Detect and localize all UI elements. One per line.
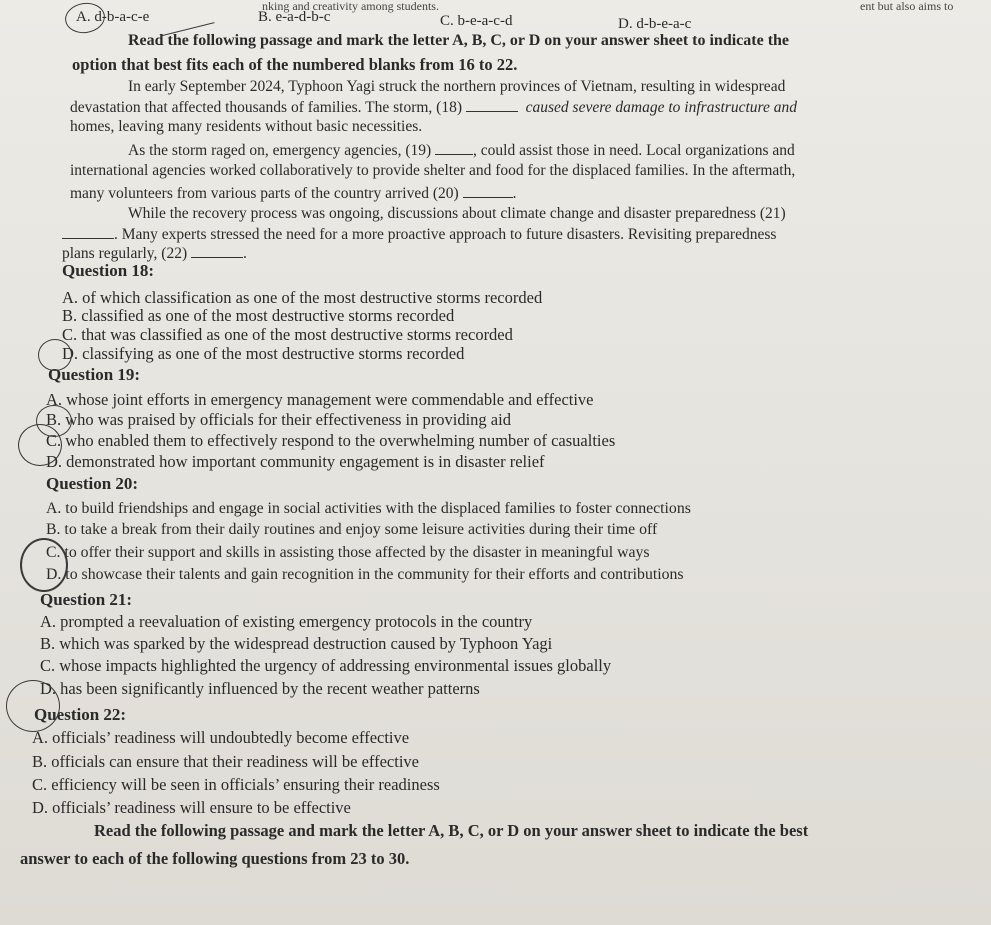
passage-line — [70, 99, 797, 116]
instruction-2-line-1: Read the following passage and mark the letter A, B, C, or D on your answer sheet to indicate the best — [94, 821, 809, 840]
cutoff-text-top-right: ent but also aims to — [860, 0, 954, 13]
pen-mark-circle — [18, 424, 62, 466]
blank-18 — [466, 99, 518, 112]
q22-option-c[interactable]: C. efficiency will be seen in officials’ ensuring their readiness — [32, 775, 440, 794]
question-21-label: Question 21: — [40, 590, 133, 609]
passage-line — [62, 245, 247, 262]
pen-mark-circle — [38, 339, 72, 371]
pen-mark-circle — [63, 0, 107, 35]
pen-mark-circle — [20, 538, 68, 592]
q21-option-c[interactable]: C. whose impacts highlighted the urgency of addressing environmental issues globally — [40, 656, 612, 675]
question-22-label: Question 22: — [34, 705, 127, 724]
passage-text: caused severe damage to infrastructure and — [525, 99, 797, 116]
q20-option-d[interactable]: D. to showcase their talents and gain recognition in the community for their efforts and contributions — [46, 566, 684, 583]
passage-line — [62, 226, 776, 243]
q18-option-d[interactable]: D. classifying as one of the most destructive storms recorded — [62, 344, 465, 363]
q18-option-a[interactable]: A. of which classification as one of the most destructive storms recorded — [62, 288, 543, 307]
passage-text: plans regularly, (22) — [62, 245, 188, 262]
question-19-label: Question 19: — [48, 365, 141, 384]
blank-22 — [191, 245, 243, 258]
q20-option-a[interactable]: A. to build friendships and engage in social activities with the displaced families to foster connections — [46, 500, 691, 517]
passage-line: While the recovery process was ongoing, discussions about climate change and disaster preparedness (21) — [128, 205, 786, 222]
cutoff-text-top: nking and creativity among students. — [262, 0, 439, 13]
passage-text: . Many experts stressed the need for a more proactive approach to future disasters. Revisiting preparedness — [114, 226, 777, 243]
instruction-2-line-2: answer to each of the following questions from 23 to 30. — [20, 849, 410, 868]
passage-text: , could assist those in need. Local organizations and — [473, 142, 795, 159]
q21-option-d[interactable]: D. has been significantly influenced by the recent weather patterns — [40, 679, 480, 698]
instruction-line-1: Read the following passage and mark the letter A, B, C, or D on your answer sheet to indicate the — [128, 32, 790, 49]
prev-option-b: B. e-a-d-b-c — [258, 9, 331, 25]
q18-option-c[interactable]: C. that was classified as one of the most destructive storms recorded — [62, 325, 513, 344]
blank-19 — [435, 142, 473, 155]
passage-line: In early September 2024, Typhoon Yagi struck the northern provinces of Vietnam, resulting in widespread — [128, 78, 786, 95]
q20-option-b[interactable]: B. to take a break from their daily routines and enjoy some leisure activities during their time off — [46, 521, 658, 538]
passage-text: devastation that affected thousands of families. The storm, (18) — [70, 99, 462, 116]
question-18-label: Question 18: — [62, 261, 155, 280]
passage-text: . — [242, 245, 247, 262]
q18-option-b[interactable]: B. classified as one of the most destructive storms recorded — [62, 306, 455, 325]
q19-option-a[interactable]: A. whose joint efforts in emergency management were commendable and effective — [46, 390, 594, 409]
passage-line: homes, leaving many residents without basic necessities. — [70, 118, 423, 135]
prev-option-c: C. b-e-a-c-d — [440, 13, 513, 29]
q22-option-a[interactable]: A. officials’ readiness will undoubtedly become effective — [32, 728, 410, 747]
question-20-label: Question 20: — [46, 474, 139, 493]
blank-20 — [463, 185, 513, 198]
passage-line — [70, 185, 516, 202]
q20-option-c[interactable]: C. to offer their support and skills in assisting those affected by the disaster in meaningful ways — [46, 544, 650, 561]
q21-option-a[interactable]: A. prompted a reevaluation of existing emergency protocols in the country — [40, 612, 533, 631]
pen-mark-circle — [6, 680, 60, 732]
passage-text: . — [512, 185, 517, 202]
prev-option-d: D. d-b-e-a-c — [618, 16, 692, 32]
q19-option-b[interactable]: B. who was praised by officials for their effectiveness in providing aid — [46, 410, 511, 429]
passage-text: many volunteers from various parts of the country arrived (20) — [70, 185, 459, 202]
passage-line: international agencies worked collaboratively to provide shelter and food for the displaced families. In the aftermath, — [70, 162, 796, 179]
prev-option-a: A. d-b-a-c-e — [76, 9, 150, 25]
q22-option-d[interactable]: D. officials’ readiness will ensure to be effective — [32, 798, 351, 817]
passage-text: As the storm raged on, emergency agencies, (19) — [128, 142, 432, 159]
q21-option-b[interactable]: B. which was sparked by the widespread destruction caused by Typhoon Yagi — [40, 634, 553, 653]
passage-line — [128, 142, 795, 159]
instruction-line-2: option that best fits each of the numbered blanks from 16 to 22. — [72, 55, 518, 74]
q22-option-b[interactable]: B. officials can ensure that their readiness will be effective — [32, 752, 419, 771]
q19-option-d[interactable]: D. demonstrated how important community engagement is in disaster relief — [46, 452, 545, 471]
blank-21 — [62, 226, 114, 239]
q19-option-c[interactable]: C. who enabled them to effectively respond to the overwhelming number of casualties — [46, 431, 616, 450]
